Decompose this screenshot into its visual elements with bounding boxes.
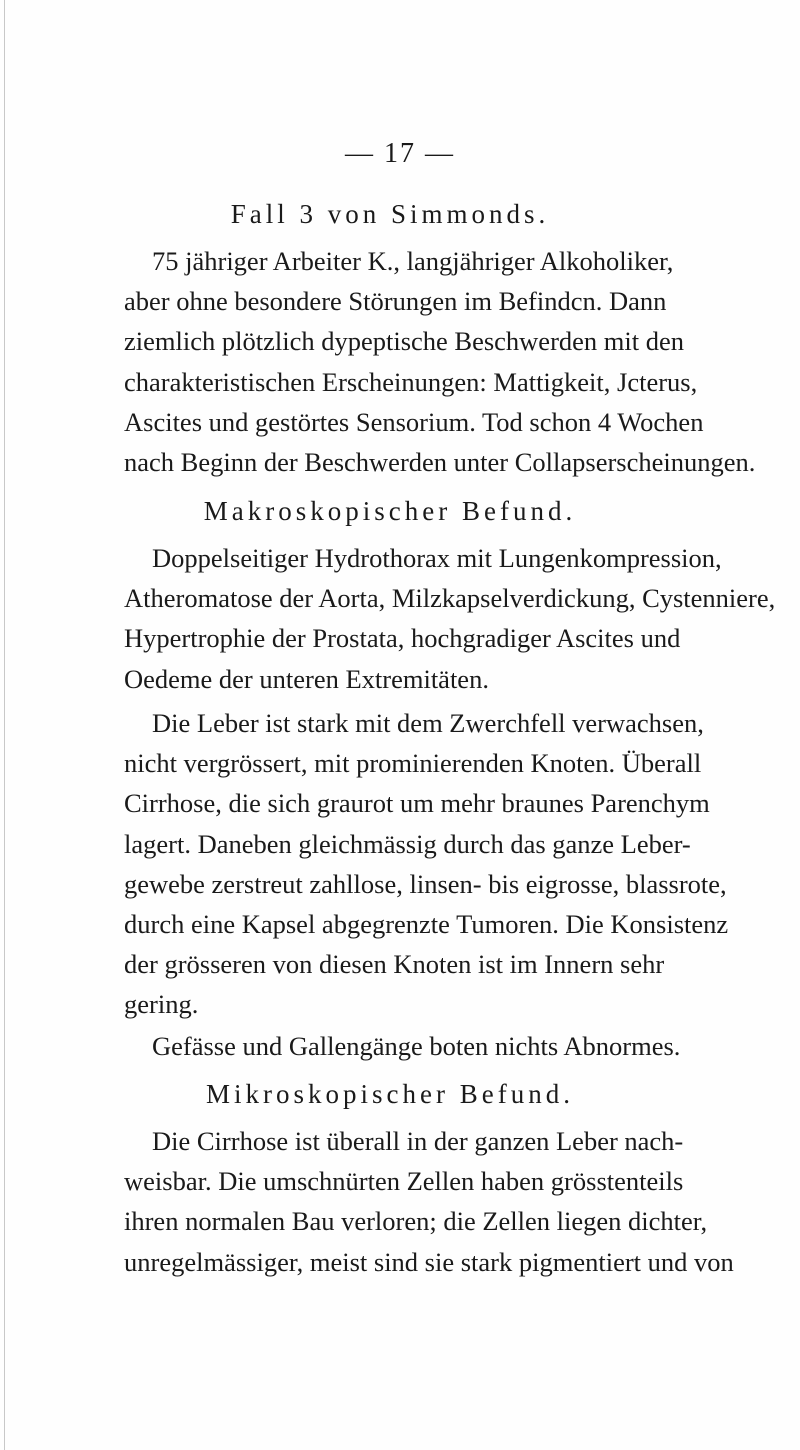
text-line: Atheromatose der Aorta, Milzkapselverdickung, Cystenniere,: [124, 583, 776, 614]
page-number: — 17 —: [345, 138, 455, 169]
macro-paragraph-2: [124, 703, 729, 1025]
text-line: Oedeme der unteren Extremitäten.: [124, 663, 489, 694]
text-line: Doppelseitiger Hydrothorax mit Lungenkompression,: [152, 543, 722, 573]
text-line: Die Leber ist stark mit dem Zwerchfell verwachsen,: [152, 708, 704, 738]
text-line: gewebe zerstreut zahllose, linsen- bis eigrosse, blassrote,: [124, 868, 727, 899]
text-line: nach Beginn der Beschwerden unter Collapserscheinungen.: [124, 446, 756, 477]
text-line: Ascites und gestörtes Sensorium. Tod schon 4 Wochen: [124, 406, 704, 437]
text-line: Hypertrophie der Prostata, hochgradiger Ascites und: [124, 623, 681, 654]
text-line: weisbar. Die umschnürten Zellen haben grösstenteils: [124, 1166, 684, 1197]
text-line: der grösseren von diesen Knoten ist im Innern sehr: [124, 949, 665, 980]
case-paragraph: [124, 241, 756, 482]
text-line: unregelmässiger, meist sind sie stark pigmentiert und von: [124, 1246, 734, 1277]
text-line: gering.: [124, 989, 199, 1020]
text-line: Cirrhose, die sich graurot um mehr braunes Parenchym: [124, 788, 710, 819]
text-line: Die Cirrhose ist überall in der ganzen Leber nach-: [152, 1126, 684, 1156]
text-line: Gefässe und Gallengänge boten nichts Abnormes.: [152, 1031, 681, 1061]
text-line: aber ohne besondere Störungen im Befindcn. Dann: [124, 286, 667, 317]
micro-paragraph: [124, 1121, 734, 1282]
text-line: lagert. Daneben gleichmässig durch das ganze Leber-: [124, 828, 691, 859]
macro-paragraph-1: [124, 538, 776, 699]
micro-heading: Mikroskopischer Befund.: [206, 1079, 574, 1109]
macro-paragraph-3: [124, 1026, 681, 1066]
case-heading: Fall 3 von Simmonds.: [230, 199, 550, 229]
text-line: durch eine Kapsel abgegrenzte Tumoren. Die Konsistenz: [124, 908, 729, 939]
text-line: ziemlich plötzlich dypeptische Beschwerden mit den: [124, 326, 685, 357]
text-line: nicht vergrössert, mit prominierenden Knoten. Überall: [124, 748, 702, 779]
text-line: 75 jähriger Arbeiter K., langjähriger Alkoholiker,: [152, 246, 674, 276]
page-edge-rule: [4, 0, 5, 1450]
text-line: charakteristischen Erscheinungen: Mattigkeit, Jcterus,: [124, 366, 698, 397]
text-line: ihren normalen Bau verloren; die Zellen liegen dichter,: [124, 1206, 708, 1237]
macro-heading: Makroskopischer Befund.: [203, 496, 577, 526]
